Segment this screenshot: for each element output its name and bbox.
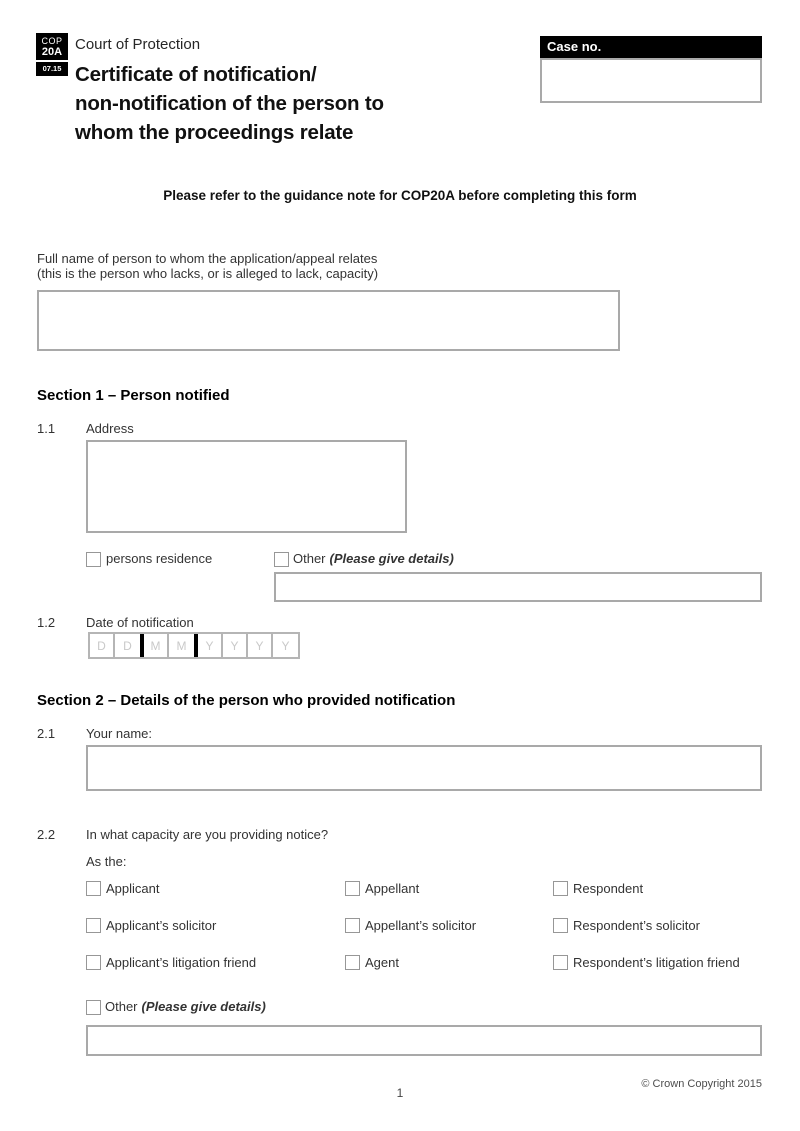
checkbox-applicant[interactable] bbox=[86, 881, 101, 896]
date-of-notification-field[interactable] bbox=[88, 632, 300, 659]
capacity-option-respondent-litigation-friend[interactable] bbox=[553, 955, 776, 970]
capacity-option-agent[interactable] bbox=[345, 955, 553, 970]
date-cell-year[interactable]: Y bbox=[223, 634, 248, 657]
checkbox-respondent-litigation-friend[interactable] bbox=[553, 955, 568, 970]
address-other-hint: (Please give details) bbox=[329, 551, 454, 566]
persons-residence-label: persons residence bbox=[106, 551, 213, 566]
section1-title: Section 1 – Person notified bbox=[37, 387, 230, 404]
badge-version: 07.15 bbox=[42, 64, 62, 73]
capacity-option-label: Agent bbox=[365, 955, 399, 970]
copyright-notice: © Crown Copyright 2015 bbox=[641, 1078, 762, 1090]
badge-form-number: 20A bbox=[41, 46, 63, 58]
date-cell-year[interactable]: Y bbox=[248, 634, 273, 657]
capacity-option-appellant[interactable] bbox=[345, 881, 553, 896]
checkbox-capacity-other[interactable] bbox=[86, 1000, 101, 1015]
capacity-other-hint: (Please give details) bbox=[141, 999, 266, 1014]
address-input[interactable] bbox=[86, 440, 407, 533]
checkbox-address-other[interactable] bbox=[274, 552, 289, 567]
full-name-label-line2: (this is the person who lacks, or is alleged to lack, capacity) bbox=[37, 266, 379, 281]
form-title-line: non-notification of the person to bbox=[75, 92, 384, 115]
date-cell-day[interactable]: D bbox=[123, 638, 132, 653]
checkbox-appellant-solicitor[interactable] bbox=[345, 918, 360, 933]
date-cell-day[interactable]: D bbox=[90, 634, 115, 657]
capacity-option-label: Applicant’s solicitor bbox=[106, 918, 217, 933]
capacity-option-label: Applicant bbox=[106, 881, 160, 896]
guidance-note: Please refer to the guidance note for COP20A before completing this form bbox=[163, 188, 637, 203]
question-number-1-1: 1.1 bbox=[37, 421, 56, 436]
case-no-box bbox=[540, 36, 762, 103]
capacity-other-details-input[interactable] bbox=[86, 1025, 762, 1056]
date-cell-month[interactable]: M bbox=[144, 634, 169, 657]
badge-court-code: COP bbox=[41, 36, 63, 46]
full-name-label-line1: Full name of person to whom the application/appeal relates bbox=[37, 251, 378, 266]
question-number-2-1: 2.1 bbox=[37, 726, 56, 741]
checkbox-appellant[interactable] bbox=[345, 881, 360, 896]
checkbox-persons-residence[interactable] bbox=[86, 552, 101, 567]
as-the-label: As the: bbox=[86, 854, 127, 869]
date-cell-month[interactable]: M bbox=[176, 638, 187, 653]
capacity-options-grid bbox=[86, 881, 776, 970]
capacity-option-label: Appellant bbox=[365, 881, 420, 896]
your-name-input[interactable] bbox=[86, 745, 762, 791]
address-other-details-input[interactable] bbox=[274, 572, 762, 602]
question-number-2-2: 2.2 bbox=[37, 827, 56, 842]
full-name-label bbox=[37, 251, 378, 281]
capacity-option-applicant-litigation-friend[interactable] bbox=[86, 955, 345, 970]
full-name-input[interactable] bbox=[37, 290, 620, 351]
checkbox-agent[interactable] bbox=[345, 955, 360, 970]
cop20a-form-badge bbox=[36, 33, 68, 76]
form-title bbox=[75, 60, 384, 147]
checkbox-respondent[interactable] bbox=[553, 881, 568, 896]
date-cell-year[interactable]: Y bbox=[281, 638, 290, 653]
capacity-option-label: Respondent’s solicitor bbox=[573, 918, 700, 933]
persons-residence-option[interactable] bbox=[86, 551, 212, 567]
capacity-option-applicant-solicitor[interactable] bbox=[86, 918, 345, 933]
capacity-other-label: Other bbox=[105, 999, 138, 1014]
your-name-label: Your name: bbox=[86, 726, 153, 741]
checkbox-respondent-solicitor[interactable] bbox=[553, 918, 568, 933]
checkbox-applicant-litigation-friend[interactable] bbox=[86, 955, 101, 970]
capacity-option-label: Applicant’s litigation friend bbox=[106, 955, 257, 970]
court-name: Court of Protection bbox=[75, 36, 201, 53]
date-of-notification-label: Date of notification bbox=[86, 615, 194, 630]
capacity-question: In what capacity are you providing notice? bbox=[86, 827, 329, 842]
address-other-option[interactable] bbox=[274, 551, 454, 567]
checkbox-applicant-solicitor[interactable] bbox=[86, 918, 101, 933]
form-title-line: Certificate of notification/ bbox=[75, 63, 317, 86]
section2-title: Section 2 – Details of the person who provided notification bbox=[37, 692, 456, 709]
page-number: 1 bbox=[396, 1086, 404, 1100]
capacity-option-label: Respondent’s litigation friend bbox=[573, 955, 740, 970]
case-no-label: Case no. bbox=[540, 36, 762, 58]
capacity-option-label: Respondent bbox=[573, 881, 644, 896]
capacity-option-respondent-solicitor[interactable] bbox=[553, 918, 776, 933]
capacity-option-appellant-solicitor[interactable] bbox=[345, 918, 553, 933]
question-number-1-2: 1.2 bbox=[37, 615, 56, 630]
address-label: Address bbox=[86, 421, 134, 436]
capacity-option-label: Appellant’s solicitor bbox=[365, 918, 477, 933]
date-cell-year[interactable]: Y bbox=[198, 634, 223, 657]
case-no-input[interactable] bbox=[540, 58, 762, 103]
capacity-other-option[interactable] bbox=[86, 999, 266, 1015]
address-other-label: Other bbox=[293, 551, 326, 566]
capacity-option-applicant[interactable] bbox=[86, 881, 345, 896]
form-title-line: whom the proceedings relate bbox=[75, 121, 354, 144]
capacity-option-respondent[interactable] bbox=[553, 881, 776, 896]
